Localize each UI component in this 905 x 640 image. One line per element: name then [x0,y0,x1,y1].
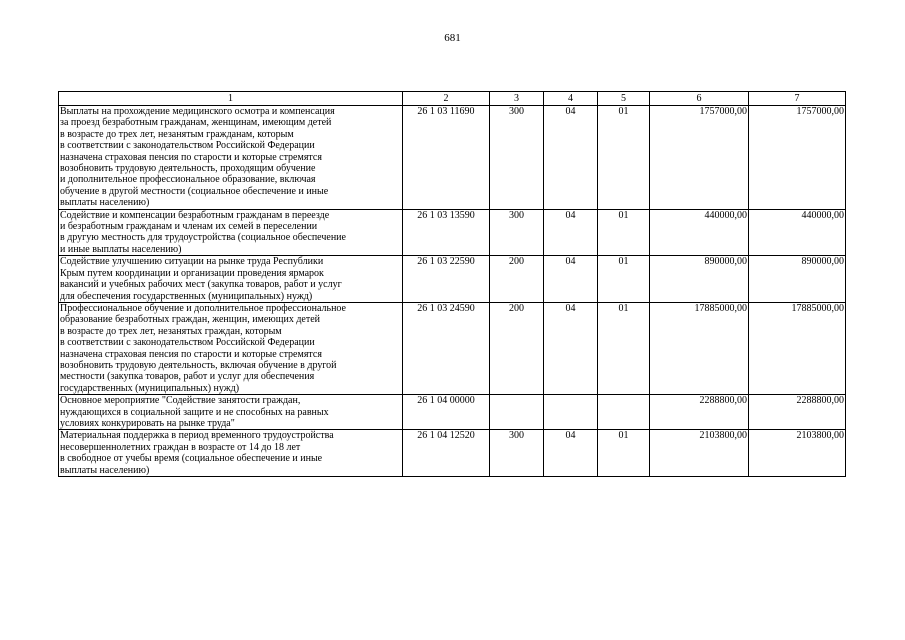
description-line: в возрасте до трех лет, незанятым гражданам, которым [60,128,294,140]
description-line: и безработным гражданам и членам их семей в переселении [60,221,318,233]
description-line: возобновить трудовую деятельность, включая обучение в другой [60,359,337,371]
amount-year-1-value: 440000,00 [704,209,747,221]
subsection-code [598,395,650,430]
section-code: 04 [544,430,598,477]
description-line: нуждающихся в социальной защите и не способных на равных [60,406,329,418]
column-header-1: 1 [59,92,403,106]
amount-year-1 [650,209,749,256]
description-line: за проезд безработным гражданам, женщинам, имеющим детей [60,117,332,129]
amount-year-1 [650,302,749,394]
column-header-7: 7 [749,92,846,106]
expense-type-code [490,395,544,430]
description-line: в возрасте до трех лет, незанятых граждан, которым [60,325,282,337]
budget-table [58,91,846,477]
target-article-code: 26 1 04 12520 [403,430,490,477]
table-row [59,430,846,477]
description-line: несовершеннолетних граждан в возрасте от 14 до 18 лет [60,441,301,453]
description-line: для обеспечения государственных (муниципальных) нужд) [60,290,313,302]
table-row [59,209,846,256]
table-row [59,106,846,210]
description-line: Выплаты на прохождение медицинского осмотра и компенсация [60,106,335,117]
subsection-code: 01 [598,106,650,210]
description-line: Крым путем координации и организации проведения ярмарок [60,267,324,279]
target-article-code: 26 1 03 11690 [403,106,490,210]
section-code: 04 [544,209,598,256]
description-line: обучение в другой местности (социальное обеспечение и иные [60,185,329,197]
amount-year-2-value: 440000,00 [801,209,844,221]
target-article-code: 26 1 03 13590 [403,209,490,256]
description-line: Содействие и компенсации безработным гражданам в переезде [60,209,330,221]
expense-type-code: 300 [490,106,544,210]
row-description [59,256,403,303]
header-row [59,92,846,106]
subsection-code: 01 [598,302,650,394]
column-header-3: 3 [490,92,544,106]
amount-year-2-value: 890000,00 [801,256,844,268]
description-line: назначена страховая пенсия по старости и которые стремятся [60,151,322,163]
description-line: в свободное от учебы время (социальное обеспечение и иные [60,453,323,465]
amount-year-1 [650,430,749,477]
row-description [59,302,403,394]
description-line: местности (закупка товаров, работ и услуг для обеспечения [60,371,315,383]
column-header-4: 4 [544,92,598,106]
expense-type-code: 300 [490,209,544,256]
column-header-5: 5 [598,92,650,106]
column-header-2: 2 [403,92,490,106]
target-article-code: 26 1 04 00000 [403,395,490,430]
description-line: выплаты населению) [60,464,150,476]
row-description [59,106,403,210]
amount-year-1-value: 1757000,00 [699,106,747,117]
description-line: в другую местность для трудоустройства (социальное обеспечение [60,232,346,244]
amount-year-2-value: 2103800,00 [796,430,844,442]
table-row [59,302,846,394]
amount-year-1 [650,395,749,430]
section-code: 04 [544,256,598,303]
amount-year-1-value: 2288800,00 [699,395,747,407]
amount-year-2-value: 2288800,00 [796,395,844,407]
description-line: возобновить трудовую деятельность, проходящим обучение [60,163,316,175]
amount-year-2 [749,106,846,210]
expense-type-code: 200 [490,256,544,303]
description-line: Материальная поддержка в период временного трудоустройства [60,430,334,442]
description-line: Содействие улучшению ситуации на рынке труда Республики [60,256,324,268]
description-line: Основное мероприятие "Содействие занятости граждан, [60,395,301,407]
description-line: в соответствии с законодательством Российской Федерации [60,337,315,349]
row-description [59,430,403,477]
description-line: в соответствии с законодательством Российской Федерации [60,140,315,152]
amount-year-1 [650,106,749,210]
page-number: 681 [444,32,461,44]
table-row [59,256,846,303]
amount-year-2 [749,395,846,430]
description-line: государственных (муниципальных) нужд) [60,382,240,394]
amount-year-2 [749,256,846,303]
row-description [59,209,403,256]
target-article-code: 26 1 03 24590 [403,302,490,394]
description-line: вакансий и учебных рабочих мест (закупка товаров, работ и услуг [60,279,342,291]
target-article-code: 26 1 03 22590 [403,256,490,303]
table-row [59,395,846,430]
amount-year-2-value: 17885000,00 [791,302,844,314]
description-line: выплаты населению) [60,197,150,209]
subsection-code: 01 [598,430,650,477]
amount-year-1 [650,256,749,303]
section-code: 04 [544,302,598,394]
amount-year-2 [749,430,846,477]
expense-type-code: 300 [490,430,544,477]
description-line: условиях конкурировать на рынке труда" [60,417,235,429]
amount-year-1-value: 2103800,00 [699,430,747,442]
amount-year-2-value: 1757000,00 [796,106,844,117]
description-line: назначена страховая пенсия по старости и которые стремятся [60,348,322,360]
description-line: Профессиональное обучение и дополнительное профессиональное [60,302,346,314]
amount-year-2 [749,302,846,394]
subsection-code: 01 [598,256,650,303]
amount-year-1-value: 890000,00 [704,256,747,268]
column-header-6: 6 [650,92,749,106]
expense-type-code: 200 [490,302,544,394]
amount-year-2 [749,209,846,256]
amount-year-1-value: 17885000,00 [694,302,747,314]
description-line: и дополнительное профессиональное образование, включая [60,174,316,186]
section-code: 04 [544,106,598,210]
subsection-code: 01 [598,209,650,256]
section-code [544,395,598,430]
row-description [59,395,403,430]
description-line: и иные выплаты населению) [60,243,182,255]
description-line: образование безработных граждан, женщин, имеющих детей [60,314,321,326]
